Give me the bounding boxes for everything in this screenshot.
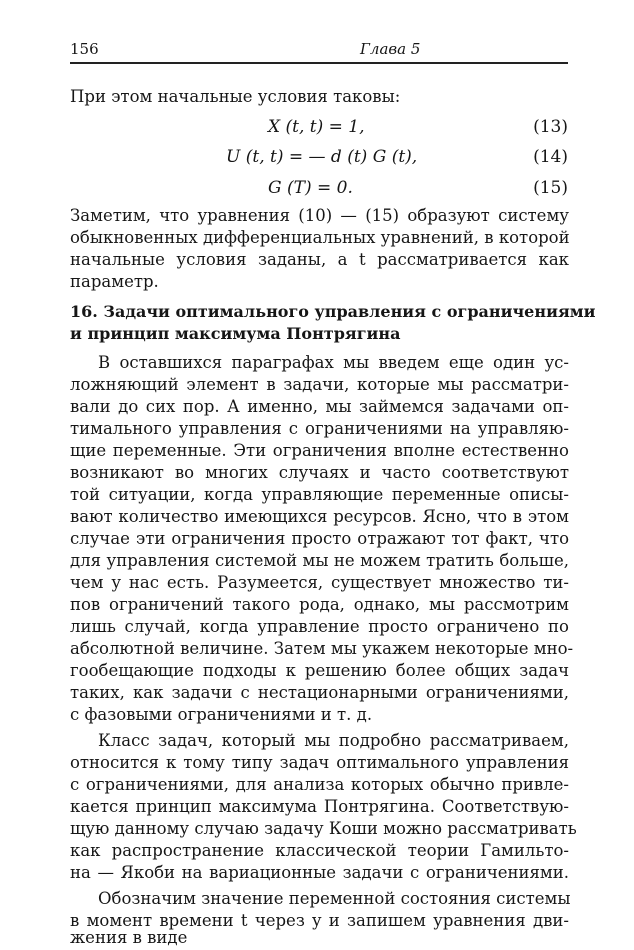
remark-line: Заметим, что уравнения (10) — (15) образуют систему [70,206,569,225]
remark-line: начальные условия заданы, а t рассматривается как [70,250,569,269]
page-number: 156 [70,40,99,58]
equation-number: (14) [533,147,568,167]
paragraph-line: щую данному случаю задачу Коши можно рассматривать [70,819,577,838]
paragraph-line: с фазовыми ограничениями и т. д. [70,705,373,724]
paragraph-line: В оставшихся параграфах мы введем еще один ус- [98,353,569,372]
equation-13 [150,115,568,139]
paragraph-line: кается принцип максимума Понтрягина. Соответствую- [70,797,569,816]
paragraph-line: как распространение классической теории Гамильто- [70,841,569,860]
running-title: Глава 5 [360,40,421,58]
paragraph-line: жения в виде [70,928,188,947]
paragraph-line: ложняющий элемент в задачи, которые мы рассматри- [70,375,569,394]
paragraph-line: Обозначим значение переменной состояния системы [98,889,571,908]
paragraph-line: гообещающие подходы к решению более общих задач [70,661,569,680]
remark-line: обыкновенных дифференциальных уравнений, в которой [70,228,570,247]
paragraph-line: в момент времени t через y и запишем уравнения дви- [70,911,569,930]
paragraph-line: вают количество имеющихся ресурсов. Ясно, что в этом [70,507,569,526]
intro-line: При этом начальные условия таковы: [70,87,401,106]
equation-expression: G (T) = 0. [268,178,353,198]
equation-14 [150,145,568,169]
paragraph-line: пов ограничений такого рода, однако, мы рассмотрим [70,595,569,614]
paragraph-line: относится к тому типу задач оптимального управления [70,753,569,772]
paragraph-line: лишь случай, когда управление просто ограничено по [70,617,569,636]
equation-number: (13) [533,117,568,137]
paragraph-line: тимального управления с ограничениями на управляю- [70,419,569,438]
equation-expression: X (t, t) = 1, [268,117,365,137]
remark-line: параметр. [70,272,159,291]
page-header [70,40,568,64]
paragraph-line: Класс задач, который мы подробно рассматриваем, [98,731,569,750]
section-heading [70,301,596,323]
section-heading-line: 16. Задачи оптимального управления с ограничениями [70,302,596,321]
equation-number: (15) [533,178,568,198]
paragraph-line: щие переменные. Эти ограничения вполне естественно [70,441,569,460]
paragraph-line: таких, как задачи с нестационарными ограничениями, [70,683,569,702]
section-heading-line: и принцип максимума Понтрягина [70,324,401,343]
paragraph-line: абсолютной величине. Затем мы укажем некоторые мно- [70,639,574,658]
equation-expression: U (t, t) = — d (t) G (t), [226,147,418,167]
paragraph-line: для управления системой мы не можем тратить больше, [70,551,569,570]
paragraph-line: чем у нас есть. Разумеется, существует множество ти- [70,573,569,592]
paragraph-line: с ограничениями, для анализа которых обычно привле- [70,775,569,794]
equation-15 [150,176,568,200]
paragraph-line: возникают во многих случаях и часто соответствуют [70,463,569,482]
paragraph-line: случае эти ограничения просто отражают тот факт, что [70,529,569,548]
paragraph-line: той ситуации, когда управляющие переменные описы- [70,485,569,504]
section-heading [70,323,569,345]
paragraph-line: вали до сих пор. А именно, мы займемся задачами оп- [70,397,569,416]
paragraph-line: на — Якоби на вариационные задачи с ограничениями. [70,863,569,882]
